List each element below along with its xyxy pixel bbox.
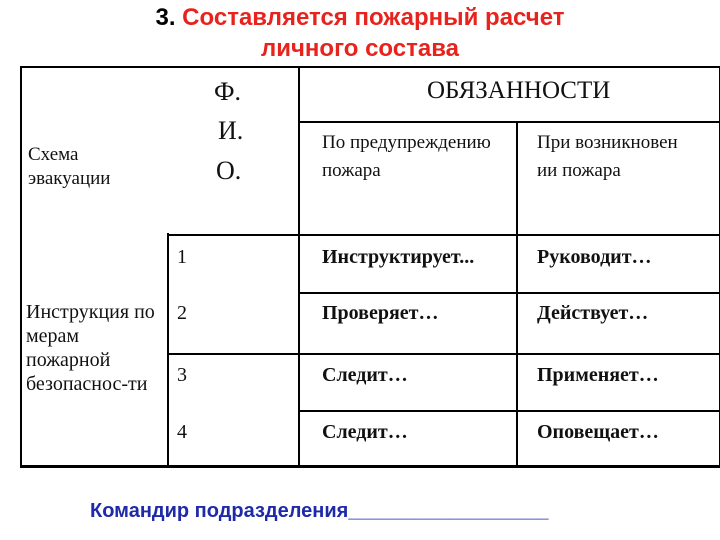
fio-header-i: И. bbox=[218, 116, 244, 145]
divider-left-column bbox=[167, 233, 169, 468]
row-fire-duty: Оповещает… bbox=[537, 421, 659, 443]
fire-duty-table bbox=[20, 66, 720, 468]
row-number: 4 bbox=[177, 421, 187, 443]
divider-fio-column bbox=[298, 68, 300, 468]
signature-blank: __________________ bbox=[348, 500, 549, 522]
fire-safety-instructions-label: Инструкция по мерам пожарной безопаснос-ти bbox=[26, 301, 155, 395]
title-text-1: Составляется пожарный расчет bbox=[175, 4, 565, 31]
commander-label: Командир подразделения bbox=[90, 500, 349, 522]
row-fire-duty: Руководит… bbox=[537, 246, 652, 268]
column-header-prevention: По предупреждению пожара bbox=[322, 132, 491, 181]
title-number: 3. bbox=[155, 4, 176, 31]
column-header-fire: При возникновен ии пожара bbox=[537, 132, 678, 181]
row-number: 2 bbox=[177, 302, 187, 324]
row-prevention-duty: Проверяет… bbox=[322, 302, 439, 324]
divider-duties-column bbox=[516, 121, 518, 468]
divider-header-row bbox=[167, 234, 720, 236]
row-number: 3 bbox=[177, 364, 187, 386]
fio-header-o: О. bbox=[216, 156, 242, 185]
row-prevention-duty: Следит… bbox=[322, 421, 408, 443]
fio-header-f: Ф. bbox=[214, 77, 242, 106]
duties-header: ОБЯЗАННОСТИ bbox=[427, 77, 611, 104]
row-fire-duty: Применяет… bbox=[537, 364, 659, 386]
row-prevention-duty: Следит… bbox=[322, 364, 408, 386]
row-prevention-duty: Инструктирует... bbox=[322, 246, 475, 268]
slide-title-line-1 bbox=[0, 3, 720, 33]
divider-row-3 bbox=[298, 410, 720, 412]
row-number: 1 bbox=[177, 246, 187, 268]
slide-title-line-2: личного состава bbox=[260, 35, 460, 62]
divider-row-1 bbox=[298, 292, 720, 294]
row-fire-duty: Действует… bbox=[537, 302, 649, 324]
divider-row-2 bbox=[167, 353, 720, 355]
evacuation-scheme-label: Схема эвакуации bbox=[28, 144, 111, 189]
divider-duties-header bbox=[298, 121, 720, 123]
commander-signature-line bbox=[90, 500, 549, 523]
